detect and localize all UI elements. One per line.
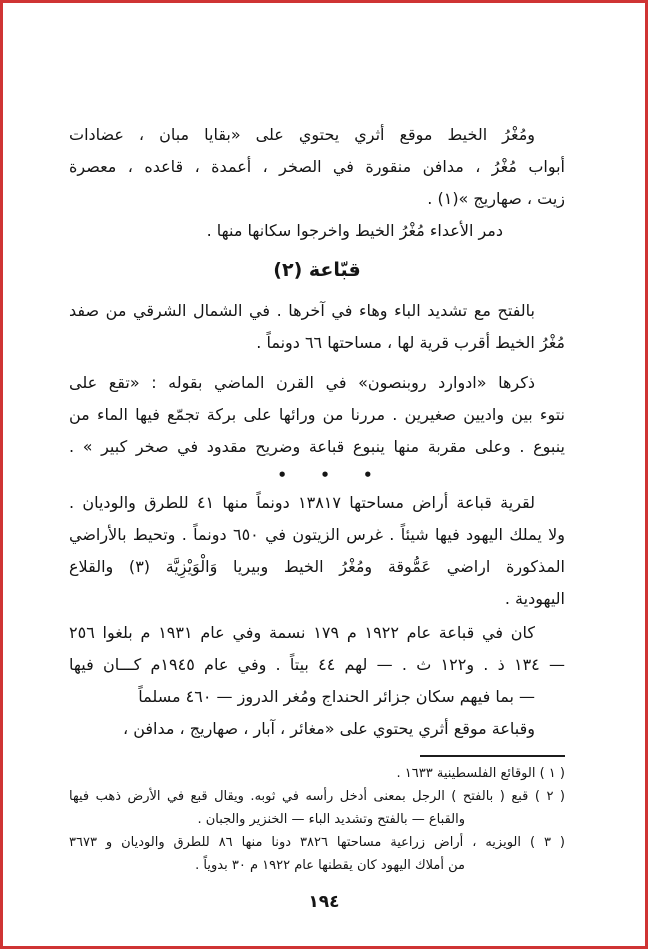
text-line: بالفتح مع تشديد الباء وهاء في آخرها . في الشمال الشرقي من صفد (69, 301, 535, 320)
footnote-line: ( ٣ ) الويزيه ، أراض زراعية مساحتها ٣٨٢٦ دونا منها ٨٦ للطرق والوديان و ٣٦٧٣ (69, 835, 565, 850)
text-line: ومُغْرُ الخيط موقع أثري يحتوي على «بقايا مبان ، عضادات (69, 125, 535, 144)
section-heading-qabbaa: قبّاعة (٢) (273, 259, 361, 281)
text-line: ينبوع . وعلى مقربة منها ينبوع قباعة وضريح مقدود في صخر كبير » . (69, 437, 565, 456)
footnote-line: من أملاك اليهود كان يقطنها عام ١٩٢٢ م ٣٠ بدوياً . (195, 858, 465, 873)
footnote-rule (420, 755, 565, 757)
text-line: — بما فيهم سكان جزائر الحنداج ومُغر الدروز — ٤٦٠ مسلماً (138, 687, 535, 706)
text-line: كان في قباعة عام ١٩٢٢ م ١٧٩ نسمة وفي عام ١٩٣١ م بلغوا ٢٥٦ (69, 623, 536, 642)
text-line: زيت ، صهاريج »(١) . (427, 189, 565, 208)
paragraph-robinson-quote (69, 367, 565, 463)
footnote-line: ( ٢ ) قبع ( بالفتح ) الرجل بمعنى أدخل رأسه في ثوبه. ويقال قبع في الأرض ذهب فيها (69, 789, 565, 804)
text-line: ذكرها «ادوارد روبنصون» في القرن الماضي بقوله : «تقع على (69, 373, 535, 392)
text-line: ولا يملك اليهود فيها شيئاً . غرس الزيتون في ٦٥٠ دونماً . وتحيط بالأراضي (69, 525, 565, 544)
page-number: ١٩٤ (308, 892, 340, 912)
paragraph-mughr-al-khayt (69, 119, 565, 215)
paragraph-pronunciation-location (69, 295, 565, 359)
text-line: اليهودية . (504, 589, 565, 608)
text-line: لقرية قباعة أراض مساحتها ١٣٨١٧ دونماً منها ٤١ للطرق والوديان . (69, 493, 535, 512)
text-line: وقباعة موقع أثري يحتوي على «مغائر ، آبار ، صهاريج ، مدافن ، (122, 719, 535, 738)
paragraph-destruction-note (69, 215, 565, 247)
footnote-line: والقباع — بالفتح وتشديد الباء — الخنزير والجبان . (197, 812, 465, 827)
text-line: المذكورة اراضي عَمُّوقة ومُغْرُ الخيط وبيريا وَالْوَيْزِيَّة (٣) والقلاع (69, 557, 565, 576)
paragraph-village-lands (69, 487, 565, 615)
text-line: — ١٣٤ ذ . و١٢٢ ث . — لهم ٤٤ بيتاً . وفي عام ١٩٤٥م كـــان فيها (69, 655, 565, 674)
footnote-line: ( ١ ) الوقائع الفلسطينية ١٦٣٣ . (396, 766, 565, 781)
text-line: دمر الأعداء مُغْرُ الخيط واخرجوا سكانها منها . (206, 221, 503, 240)
text-column (69, 119, 565, 877)
paragraph-population (69, 617, 565, 713)
text-line: أبواب مُغْرُ ، مدافن منقورة في الصخر ، أعمدة ، قاعده ، معصرة (69, 157, 565, 176)
text-line: مُغْرُ الخيط أقرب قرية لها ، مساحتها ٦٦ دونماً . (256, 333, 565, 352)
paragraph-archaeological-site (69, 713, 565, 745)
text-line: نتوء بين واديين صغيرين . مررنا من ورائها على بركة تجمّع فيها الماء من (69, 405, 565, 424)
dots-separator: • • • (277, 466, 387, 484)
footnotes-block (69, 762, 565, 877)
